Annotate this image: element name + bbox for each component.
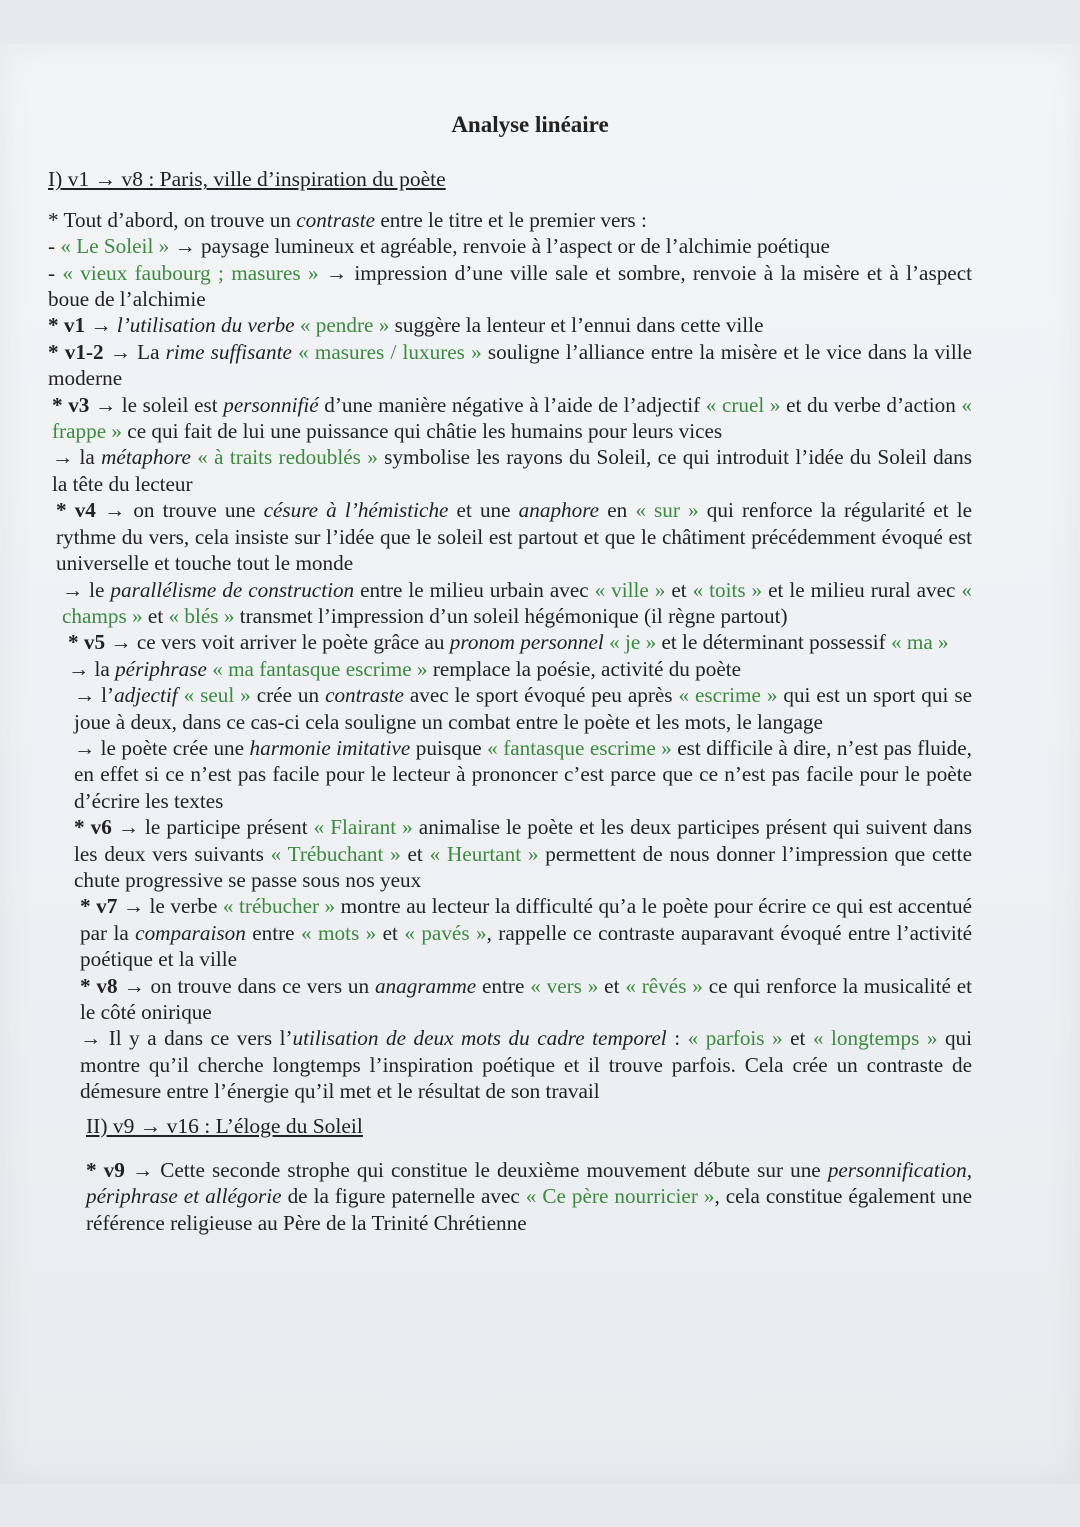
text: → ce vers voit arriver le poète grâce au — [105, 630, 450, 655]
quote: « sur » — [635, 498, 699, 523]
text: , rappelle ce contraste auparavant évoqué entre l’activité poétique et la ville — [80, 920, 972, 972]
quote: « mots » — [301, 920, 377, 945]
quote: « frappe » — [52, 392, 973, 444]
paragraph-v7 — [48, 893, 972, 972]
term: anagramme — [374, 973, 477, 998]
text: montre au lecteur la difficulté qu’a le poète pour écrire ce qui est accentué par la — [80, 894, 972, 945]
text: d’une manière négative à l’aide de l’adjectif — [318, 392, 706, 417]
text: → le poète crée une — [74, 735, 250, 760]
text: symbolise les rayons du Soleil, ce qui introduit l’idée du Soleil dans la tête du lecteur — [52, 445, 973, 496]
quote: « cruel » — [705, 392, 781, 417]
verse-ref: * v8 — [80, 973, 118, 998]
document-title: Analyse linéaire — [451, 112, 609, 137]
text: en — [599, 498, 636, 523]
paragraph-contrast — [48, 207, 972, 233]
quote: « Flairant » — [313, 815, 413, 840]
text: ce qui fait de lui une puissance qui châtie les humains pour leurs vices — [122, 419, 723, 444]
term: comparaison — [135, 920, 246, 945]
paragraph-v5-periphrase — [48, 656, 972, 682]
verse-ref: * v4 — [56, 498, 96, 523]
text: * Tout d’abord, on trouve un — [48, 207, 297, 232]
text: → le verbe — [117, 894, 223, 919]
text: et — [598, 973, 626, 998]
paragraph-v4-parallelisme — [48, 577, 972, 630]
text: qui montre qu’il cherche longtemps l’inspiration poétique et il trouve parfois. Cela crée un contraste de démesure entre l’énergie qu’il met et le résultat de son travail — [80, 1026, 973, 1104]
text: → paysage lumineux et agréable, renvoie à l’aspect or de l’alchimie poétique — [169, 234, 830, 259]
quote: « Heurtant » — [429, 841, 539, 866]
text: suggère la lenteur et l’ennui dans cette ville — [389, 313, 764, 338]
paragraph-v3 — [48, 392, 972, 445]
quote: « je » — [609, 630, 657, 655]
text: qui est un sport qui se joue à deux, dans ce cas-ci cela souligne un combat entre le poète et les mots, le langage — [74, 683, 972, 734]
quote: « ma » — [890, 630, 949, 655]
paragraph-v9 — [48, 1157, 972, 1236]
quote: « ma fantasque escrime » — [212, 656, 428, 681]
quote: « escrime » — [678, 683, 778, 708]
paragraph-v1-2 — [48, 339, 972, 392]
paragraph-v6 — [48, 814, 972, 893]
text: animalise le poète et les deux participes présent qui suivent dans les deux vers suivants — [74, 815, 972, 866]
paragraph-v5 — [48, 629, 972, 655]
text: , cela constitue également une référence religieuse au Père de la Trinité Chrétienne — [86, 1184, 973, 1235]
quote: « vieux faubourg ; masures » — [62, 260, 319, 285]
verse-ref: * v7 — [80, 894, 118, 919]
text: → — [85, 313, 117, 338]
quote: « Le Soleil » — [60, 234, 170, 259]
paragraph-v8 — [48, 973, 972, 1026]
verse-ref: * v9 — [86, 1158, 125, 1183]
quote: « vers » — [530, 973, 599, 998]
text: : — [666, 1026, 688, 1051]
paragraph-v8-temporel — [48, 1025, 972, 1104]
text: → La — [103, 339, 166, 364]
quote: « Trébuchant » — [270, 841, 401, 866]
text: et du verbe d’action — [780, 392, 962, 417]
verse-ref: * v1-2 — [48, 339, 104, 364]
text: → la — [68, 656, 116, 681]
text: → on trouve dans ce vers un — [117, 973, 375, 998]
quote: « Ce père nourricier » — [525, 1184, 715, 1209]
quote: « trébucher » — [222, 894, 336, 919]
term: césure à l’hémistiche — [263, 498, 449, 523]
text: → le soleil est — [89, 392, 224, 417]
text: est difficile à dire, n’est pas fluide, en effet si ce n’est pas facile pour le lecteur à prononcer c’est parce que ce n’est pas facile pour le poète d’écrire les textes — [74, 735, 972, 813]
text: remplace la poésie, activité du poète — [427, 656, 742, 681]
quote: « masures / luxures » — [298, 339, 482, 364]
text: entre le titre et le premier vers : — [375, 207, 647, 232]
quote: « rêvés » — [625, 973, 703, 998]
term: parallélisme de construction — [110, 577, 355, 602]
paragraph-v5-adjectif — [48, 682, 972, 735]
quote: « blés » — [168, 603, 235, 628]
paragraph-faubourg — [48, 260, 972, 313]
text: qui renforce la régularité et le rythme du vers, cela insiste sur l’idée que le soleil est partout et que le châtiment précédemment évoqué est universelle et touche tout le monde — [56, 498, 972, 576]
term: adjectif — [114, 683, 178, 708]
text: et le milieu rural avec — [762, 577, 962, 602]
verse-ref: * v1 — [48, 313, 86, 338]
text: et une — [448, 498, 519, 523]
term: personnifié — [223, 392, 319, 417]
paragraph-v3-metaphore — [48, 444, 972, 497]
text: transmet l’impression d’un soleil hégémonique (il règne partout) — [234, 603, 788, 628]
text: permettent de nous donner l’impression que cette chute progressive se passe sous nos yeux — [74, 841, 972, 892]
text: puisque — [410, 735, 488, 760]
term: pronom personnel — [449, 630, 604, 655]
quote: « parfois » — [687, 1026, 783, 1051]
term: personnification, périphrase et allégorie — [86, 1158, 972, 1209]
text: → impression d’une ville sale et sombre, renvoie à la misère et à l’aspect boue de l’alchimie — [48, 260, 972, 312]
term: contraste — [296, 207, 376, 232]
term: utilisation de deux mots du cadre temporel — [292, 1026, 667, 1051]
term: harmonie imitative — [249, 735, 411, 760]
paragraph-soleil — [48, 233, 972, 259]
term: anaphore — [518, 498, 600, 523]
paragraph-v4 — [48, 497, 972, 576]
section-heading-2: II) v9 → v16 : L’éloge du Soleil — [86, 1113, 363, 1138]
term: rime suffisante — [165, 339, 292, 364]
text: entre — [245, 920, 301, 945]
text: entre — [476, 973, 531, 998]
text: entre le milieu urbain avec — [354, 577, 595, 602]
text: - — [48, 260, 63, 285]
text: et — [142, 603, 169, 628]
text: → le — [62, 577, 111, 602]
paper-sheet — [0, 44, 1080, 1484]
text: → Il y a dans ce vers l’ — [80, 1026, 293, 1051]
text: et le déterminant possessif — [656, 630, 891, 655]
text: et — [400, 841, 430, 866]
quote: « longtemps » — [812, 1026, 938, 1051]
text: ce qui renforce la musicalité et le côté onirique — [80, 973, 972, 1024]
quote: « toits » — [692, 577, 763, 602]
term: contraste — [325, 683, 404, 708]
text: → l’ — [74, 683, 115, 708]
quote: « champs » — [62, 577, 972, 628]
quote: « pendre » — [299, 313, 390, 338]
quote: « seul » — [183, 683, 251, 708]
quote: « fantasque escrime » — [487, 735, 672, 760]
text: → la — [52, 445, 102, 470]
text: → on trouve une — [95, 498, 264, 523]
paragraph-v1 — [48, 312, 972, 338]
text: avec le sport évoqué peu après — [403, 683, 679, 708]
text: → le participe présent — [111, 815, 314, 840]
verse-ref: * v6 — [74, 815, 112, 840]
text: crée un — [250, 683, 326, 708]
text: et — [665, 577, 693, 602]
paragraph-v5-harmonie — [48, 735, 972, 814]
term: l’utilisation du verbe — [116, 313, 295, 338]
term: périphrase — [115, 656, 207, 681]
text: souligne l’alliance entre la misère et le vice dans la ville moderne — [48, 339, 972, 391]
quote: « ville » — [594, 577, 666, 602]
term: métaphore — [101, 445, 191, 470]
text: - — [48, 234, 61, 259]
text: → Cette seconde strophe qui constitue le deuxième mouvement débute sur une — [124, 1158, 828, 1183]
quote: « à traits redoublés » — [197, 445, 378, 470]
text: de la figure paternelle avec — [281, 1184, 526, 1209]
verse-ref: * v3 — [52, 392, 90, 417]
section-heading-1: I) v1 → v8 : Paris, ville d’inspiration du poète — [48, 167, 446, 192]
quote: « pavés » — [404, 920, 487, 945]
verse-ref: * v5 — [68, 630, 106, 655]
text: et — [782, 1026, 813, 1051]
document-body — [48, 112, 972, 1236]
text: et — [376, 920, 405, 945]
